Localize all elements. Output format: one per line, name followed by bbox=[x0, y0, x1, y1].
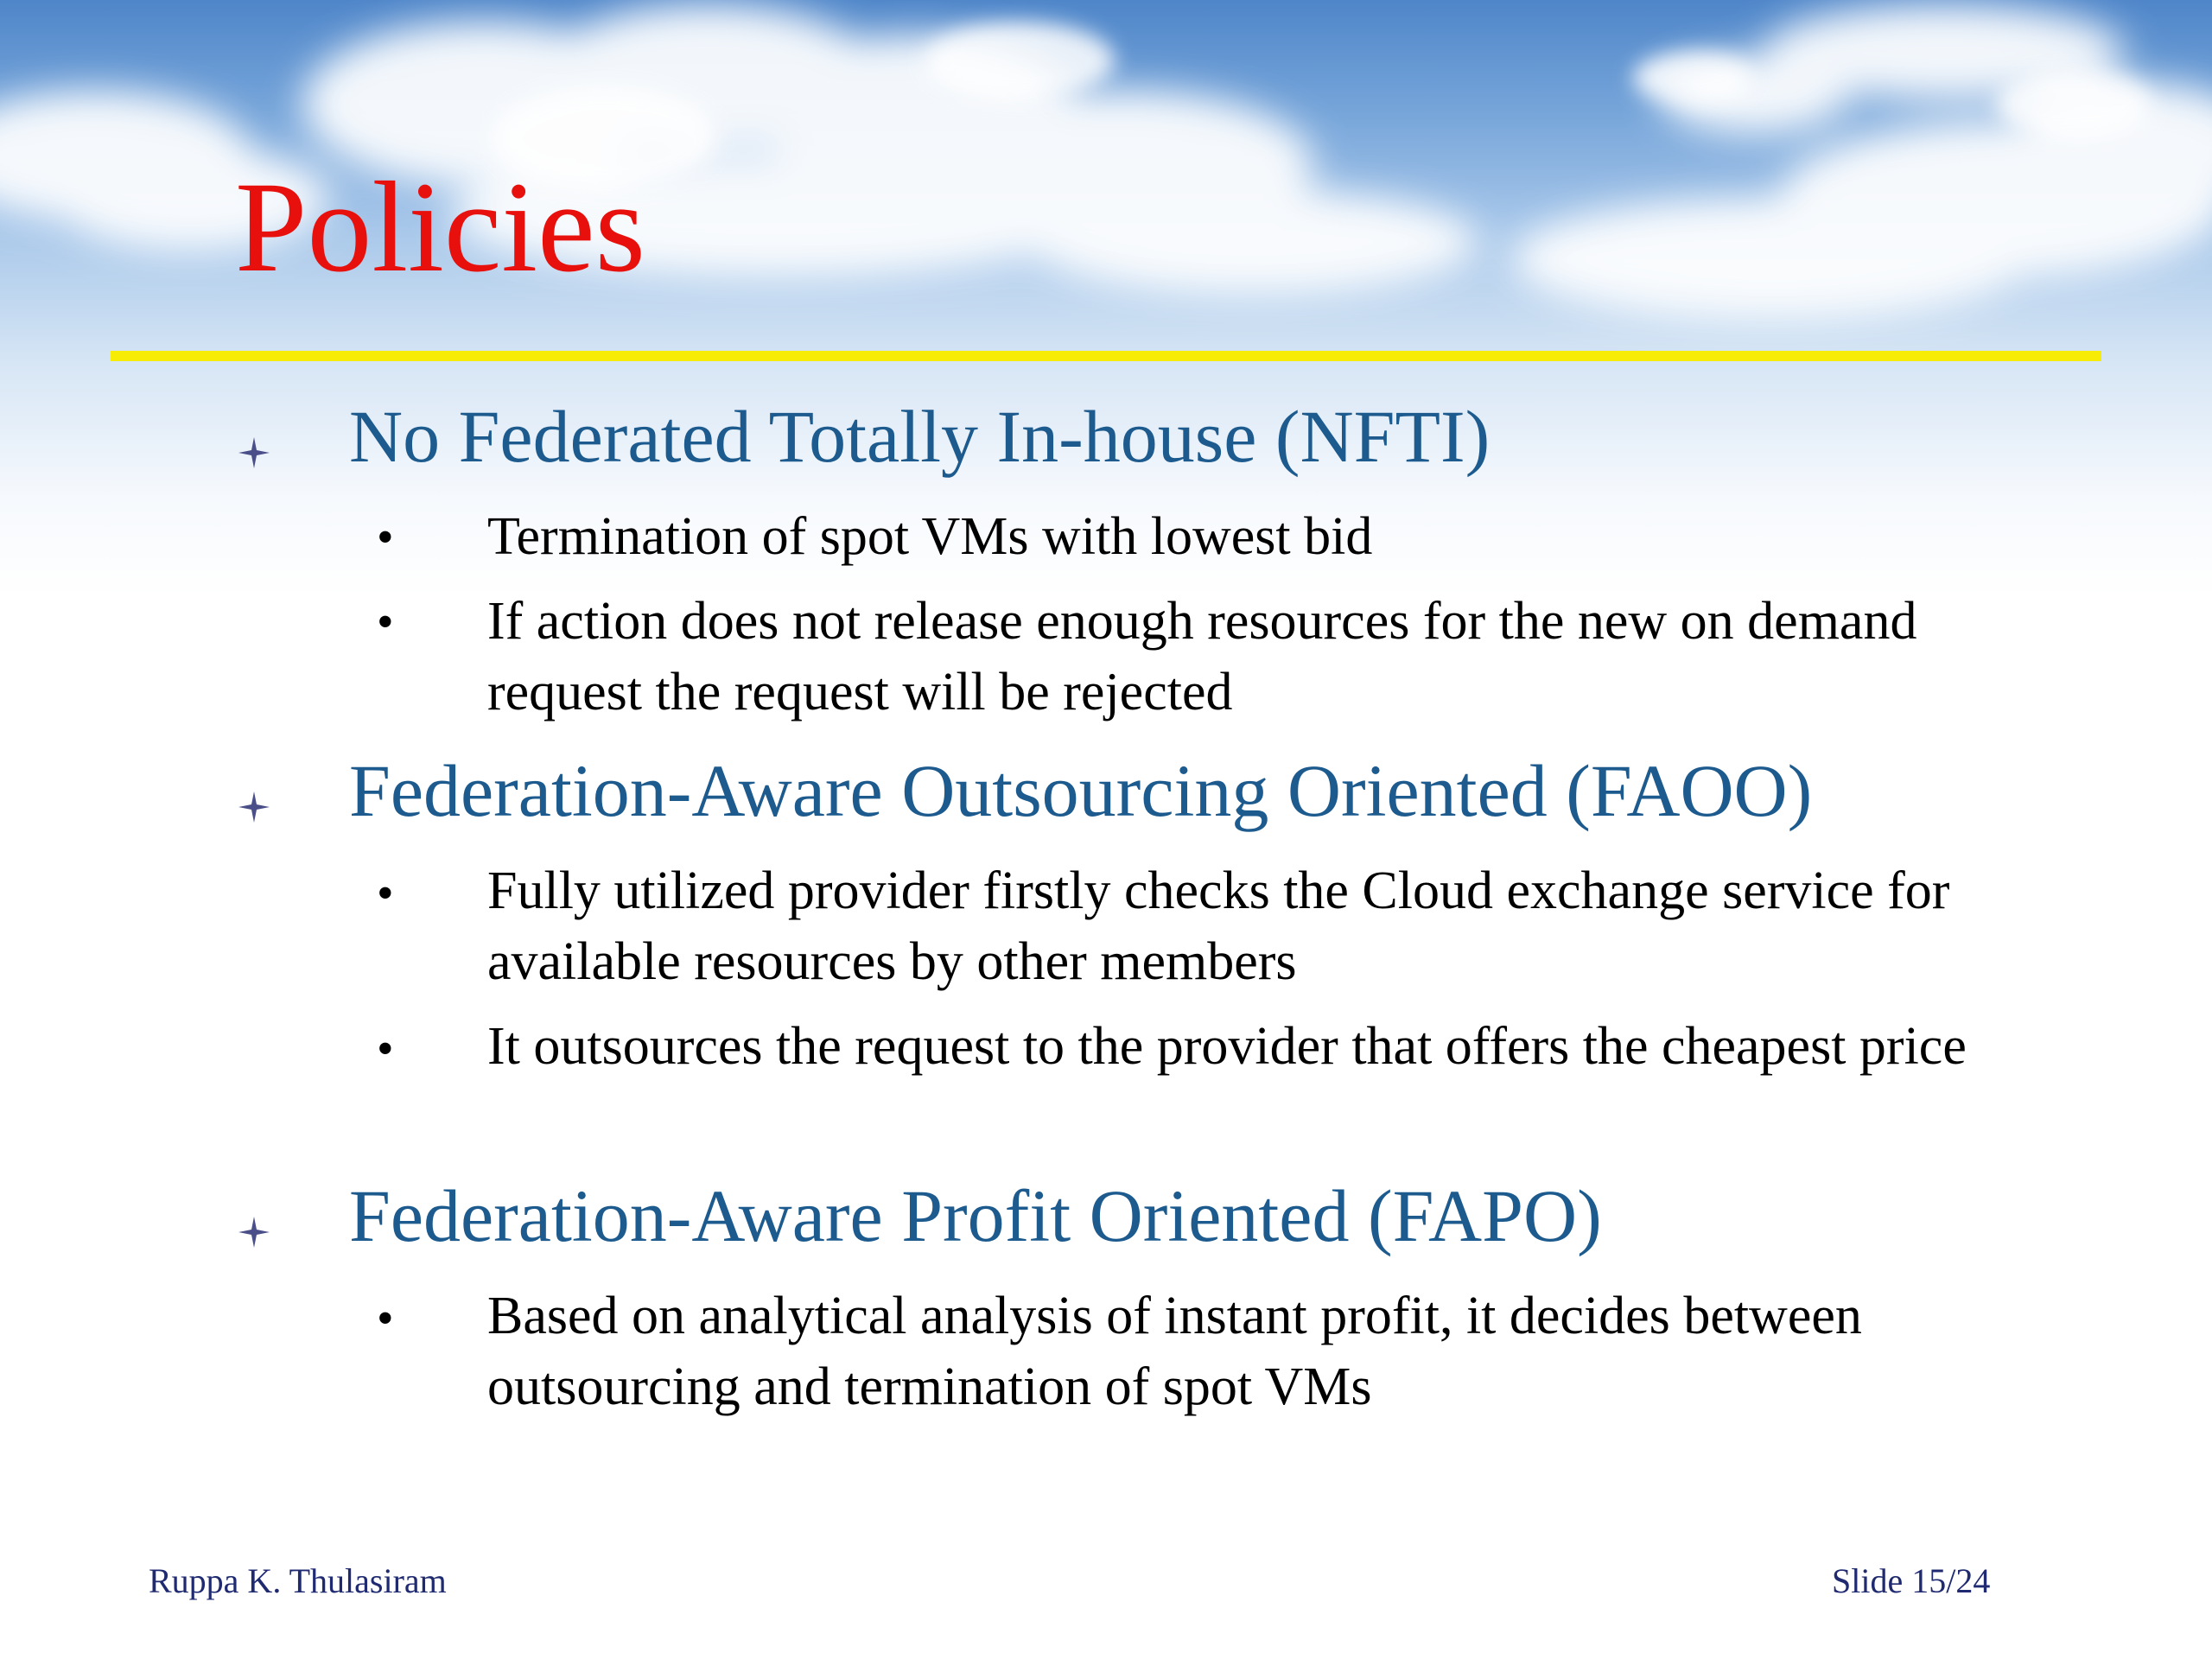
bullet-dot: • bbox=[377, 1022, 394, 1076]
policy-bullet: Fully utilized provider firstly checks the Cloud exchange service for available resources by other members bbox=[487, 861, 1950, 991]
bullet-dot: • bbox=[377, 595, 394, 649]
footer-author: Ruppa K. Thulasiram bbox=[149, 1561, 447, 1600]
policy-bullet: Based on analytical analysis of instant profit, it decides between outsourcing and termination of spot VMs bbox=[487, 1287, 1862, 1416]
footer-slide-number: Slide 15/24 bbox=[1832, 1561, 1991, 1600]
bullet-dot: • bbox=[377, 1292, 394, 1345]
policy-bullet: If action does not release enough resources for the new on demand request the request will be rejected bbox=[487, 592, 1917, 721]
policy-heading-fapo: Federation-Aware Profit Oriented (FAPO) bbox=[349, 1174, 1602, 1257]
bullet-dot: • bbox=[377, 867, 394, 920]
bullet-dot: • bbox=[377, 511, 394, 564]
policy-heading-faoo: Federation-Aware Outsourcing Oriented (FAOO) bbox=[349, 749, 1813, 832]
slide-title: Policies bbox=[235, 156, 645, 299]
policy-bullet: It outsources the request to the provider that offers the cheapest price bbox=[487, 1017, 1967, 1076]
four-point-star-icon bbox=[238, 791, 270, 823]
policy-bullet: Termination of spot VMs with lowest bid bbox=[487, 507, 1373, 566]
policy-heading-nfti: No Federated Totally In-house (NFTI) bbox=[349, 395, 1491, 478]
four-point-star-icon bbox=[238, 437, 270, 468]
four-point-star-icon bbox=[238, 1217, 270, 1248]
